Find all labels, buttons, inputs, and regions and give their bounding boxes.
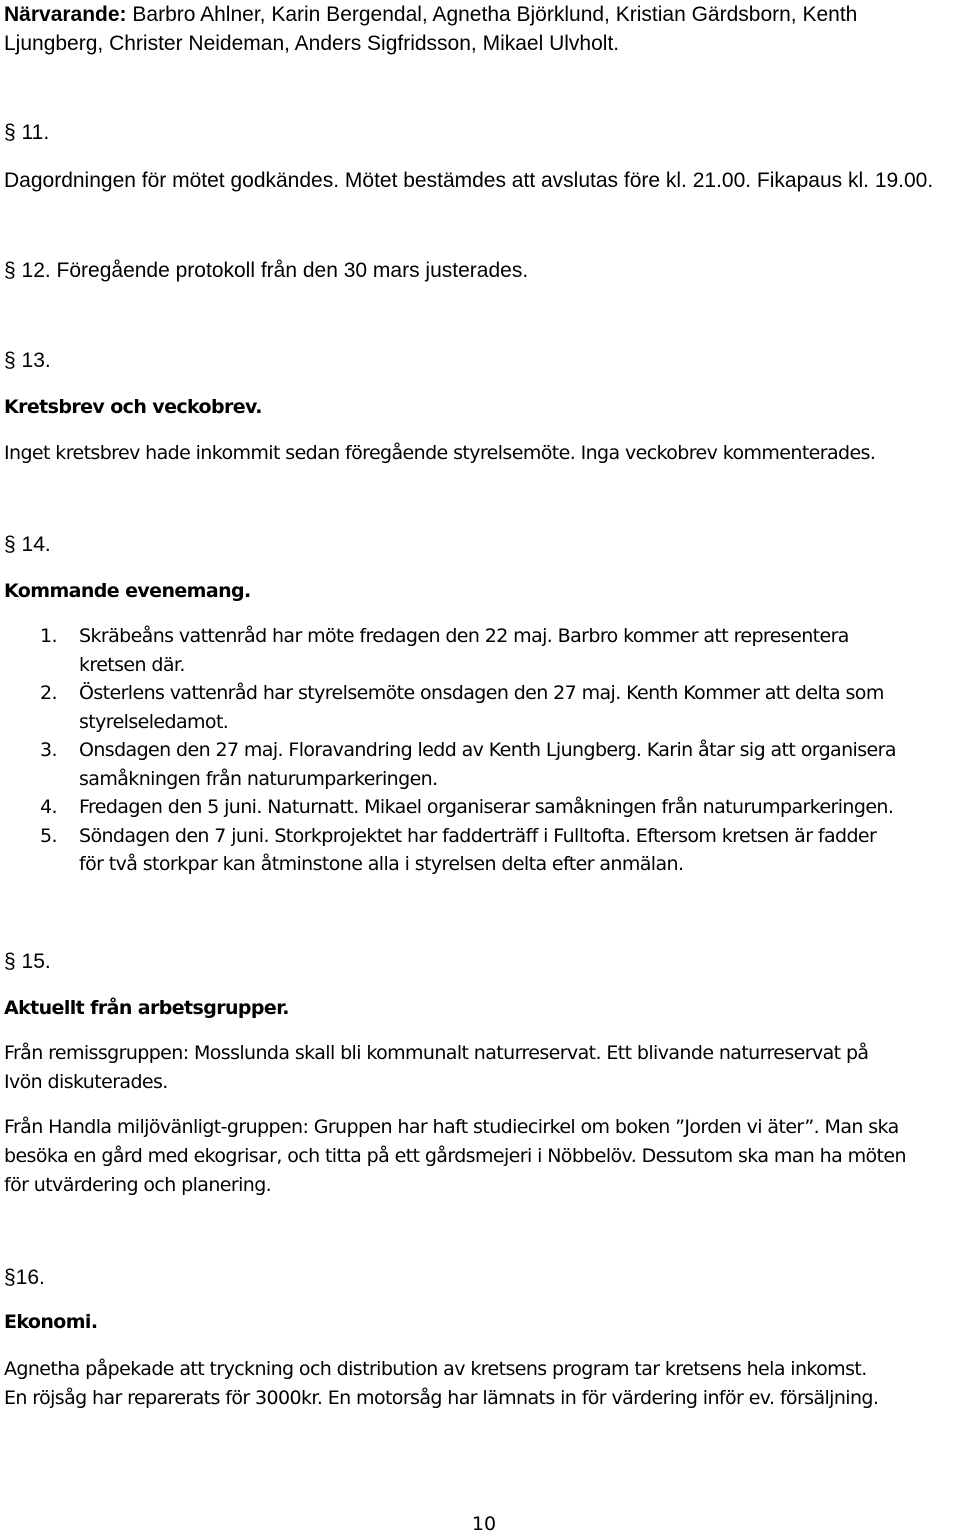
event-number: 2. bbox=[40, 682, 57, 704]
attendees-names: Barbro Ahlner, Karin Bergendal, Agnetha Björklund, Kristian Gärdsborn, Kenth bbox=[132, 3, 858, 26]
section-12-text: § 12. Föregående protokoll från den 30 mars justerades. bbox=[4, 259, 529, 282]
section-11-heading: § 11. bbox=[4, 121, 50, 144]
section-13-heading: § 13. bbox=[4, 349, 51, 372]
section-13-title: Kretsbrev och veckobrev. bbox=[4, 396, 262, 418]
event-item-4 bbox=[40, 793, 896, 822]
event-text-line-2: samåkningen från naturumparkeringen. bbox=[79, 767, 438, 790]
event-text-line-1: Fredagen den 5 juni. Naturnatt. Mikael organiserar samåkningen från naturumparkeringen. bbox=[79, 796, 894, 818]
event-number: 4. bbox=[40, 796, 57, 818]
event-text-line-2: styrelseledamot. bbox=[79, 710, 229, 733]
event-text-line-1: Söndagen den 7 juni. Storkprojektet har fadderträff i Fulltofta. Eftersom kretsen är fadder bbox=[79, 824, 877, 847]
event-item-2 bbox=[40, 679, 896, 736]
attendees-line-1 bbox=[4, 0, 857, 29]
event-text-line-1: Österlens vattenråd har styrelsemöte onsdagen den 27 maj. Kenth Kommer att delta som bbox=[79, 682, 884, 704]
section-15-title: Aktuellt från arbetsgrupper. bbox=[4, 997, 289, 1019]
event-item-3 bbox=[40, 736, 896, 793]
section-14-title: Kommande evenemang. bbox=[4, 580, 251, 602]
event-number: 1. bbox=[40, 625, 57, 647]
attendees-line-2: Ljungberg, Christer Neideman, Anders Sigfridsson, Mikael Ulvholt. bbox=[4, 32, 620, 55]
section-15-paragraph-1-line-1: Från remissgruppen: Mosslunda skall bli kommunalt naturreservat. Ett blivande naturreservat på bbox=[4, 1042, 869, 1064]
section-16-line-1: Agnetha påpekade att tryckning och distribution av kretsens program tar kretsens hela inkomst. bbox=[4, 1358, 867, 1380]
section-15-paragraph-1-line-2: Ivön diskuterades. bbox=[4, 1071, 168, 1093]
section-16-title: Ekonomi. bbox=[4, 1311, 98, 1333]
event-item-1 bbox=[40, 622, 896, 679]
section-15-paragraph-2-line-3: för utvärdering och planering. bbox=[4, 1174, 272, 1196]
section-13-text: Inget kretsbrev hade inkommit sedan föregående styrelsemöte. Inga veckobrev kommenterades. bbox=[4, 442, 876, 464]
event-text-line-1: Onsdagen den 27 maj. Floravandring ledd av Kenth Ljungberg. Karin åtar sig att organisera bbox=[79, 739, 896, 761]
section-11-text: Dagordningen för mötet godkändes. Mötet bestämdes att avslutas före kl. 21.00. Fikapaus kl. 19.00. bbox=[4, 169, 934, 192]
section-16-line-2: En röjsåg har reparerats för 3000kr. En motorsåg har lämnats in för värdering inför ev. försäljning. bbox=[4, 1387, 879, 1409]
section-15-paragraph-2-line-2: besöka en gård med ekogrisar, och titta på ett gårdsmejeri i Nöbbelöv. Dessutom ska man ha möten bbox=[4, 1145, 906, 1167]
events-list bbox=[40, 622, 896, 879]
event-text-line-1: Skräbeåns vattenråd har möte fredagen den 22 maj. Barbro kommer att representera bbox=[79, 625, 849, 647]
section-15-paragraph-2-line-1: Från Handla miljövänligt-gruppen: Gruppen har haft studiecirkel om boken ”Jorden vi äter”. Man ska bbox=[4, 1116, 899, 1138]
attendees-label: Närvarande: bbox=[4, 3, 127, 26]
event-text-line-2: kretsen där. bbox=[79, 653, 185, 676]
event-number: 5. bbox=[40, 824, 57, 847]
event-text-line-2: för två storkpar kan åtminstone alla i styrelsen delta efter anmälan. bbox=[79, 853, 684, 875]
section-14-heading: § 14. bbox=[4, 533, 51, 556]
event-item-5 bbox=[40, 822, 896, 879]
section-16-heading: §16. bbox=[4, 1266, 45, 1289]
event-number: 3. bbox=[40, 739, 57, 761]
section-15-heading: § 15. bbox=[4, 950, 51, 973]
page-number: 10 bbox=[471, 1513, 497, 1535]
